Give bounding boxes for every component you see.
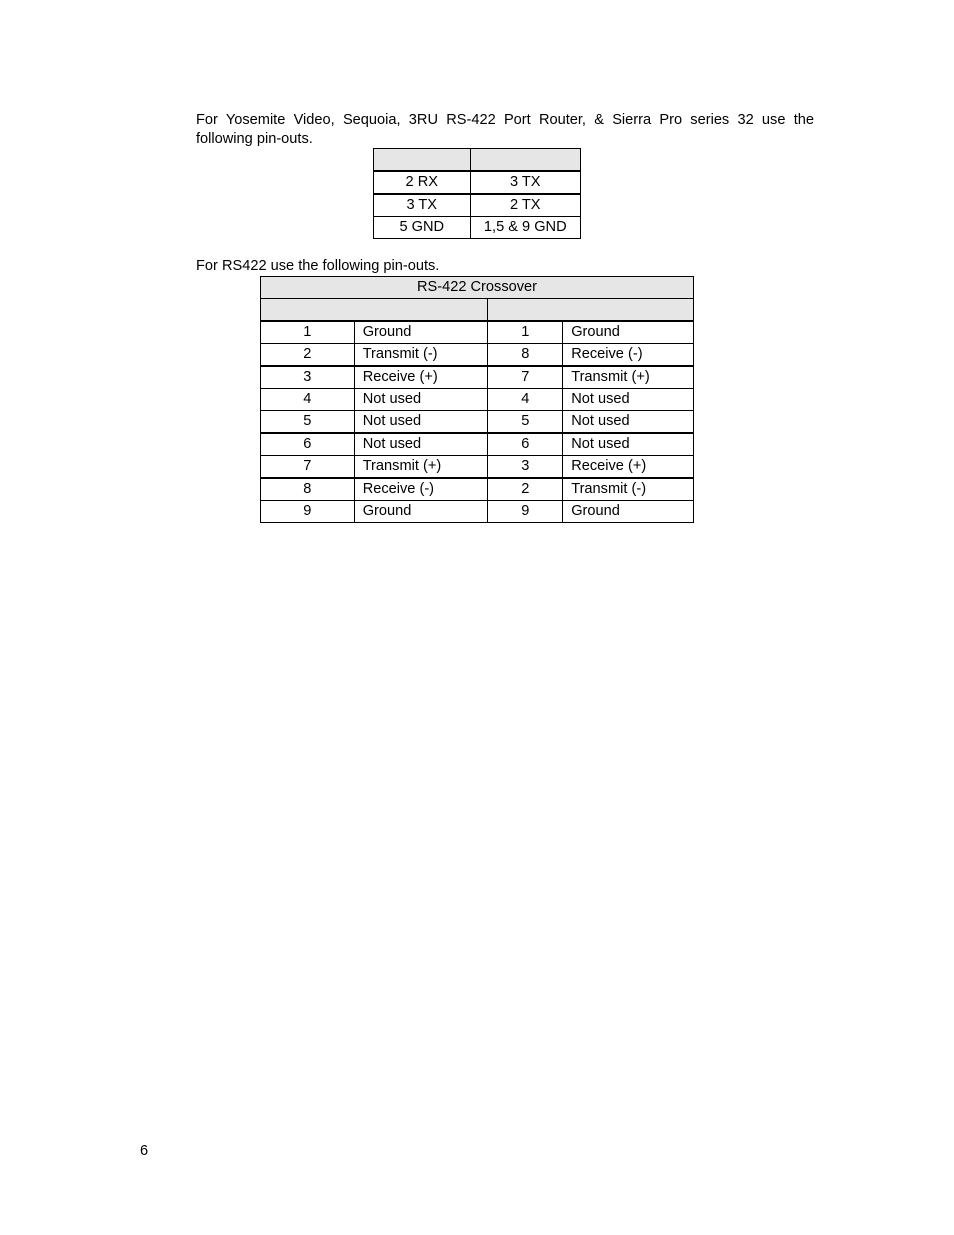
table-title-row — [261, 277, 694, 299]
table-cell: Transmit (-) — [354, 344, 488, 367]
table-cell: 6 — [261, 433, 355, 456]
table-cell: 5 — [488, 411, 563, 434]
table-cell: 2 TX — [470, 194, 580, 217]
table-row — [374, 171, 581, 194]
table-cell: 4 — [488, 389, 563, 411]
table-cell: 9 — [488, 501, 563, 523]
table-row — [374, 217, 581, 239]
table-cell: 1 — [488, 321, 563, 344]
table-cell: Transmit (+) — [563, 366, 694, 389]
table-cell: 7 — [488, 366, 563, 389]
table-cell: Transmit (-) — [563, 478, 694, 501]
table-cell: Transmit (+) — [354, 456, 488, 479]
page-number: 6 — [140, 1143, 149, 1159]
table-cell: 7 — [261, 456, 355, 479]
table-row — [261, 411, 694, 434]
table-cell: 2 — [261, 344, 355, 367]
table-cell: 3 — [488, 456, 563, 479]
table-row — [261, 366, 694, 389]
intro-paragraph: For Yosemite Video, Sequoia, 3RU RS-422 Port Router, & Sierra Pro series 32 use the following pin-outs. — [196, 112, 814, 147]
table-row — [261, 456, 694, 479]
table-header-row — [261, 299, 694, 322]
table-header-cell — [261, 299, 488, 322]
table-cell: Not used — [563, 411, 694, 434]
table-row — [261, 433, 694, 456]
table-header-cell — [374, 149, 471, 172]
table-cell: Not used — [354, 411, 488, 434]
table-title: RS-422 Crossover — [261, 277, 694, 299]
table-cell: Not used — [354, 389, 488, 411]
table-cell: Ground — [563, 501, 694, 523]
table-cell: 5 — [261, 411, 355, 434]
rs422-crossover-table — [260, 276, 694, 523]
table-header-cell — [470, 149, 580, 172]
table-row — [261, 478, 694, 501]
table-cell: 3 TX — [470, 171, 580, 194]
table-cell: 3 TX — [374, 194, 471, 217]
table-row — [261, 389, 694, 411]
table-cell: Ground — [354, 501, 488, 523]
table-cell: Receive (+) — [563, 456, 694, 479]
table-cell: Ground — [354, 321, 488, 344]
table-cell: Receive (-) — [563, 344, 694, 367]
table-row — [261, 321, 694, 344]
rs422-paragraph: For RS422 use the following pin-outs. — [196, 258, 440, 274]
table-cell: Receive (+) — [354, 366, 488, 389]
table-cell: 9 — [261, 501, 355, 523]
table-cell: 1,5 & 9 GND — [470, 217, 580, 239]
table-cell: Not used — [354, 433, 488, 456]
table-cell: 8 — [261, 478, 355, 501]
table-cell: 5 GND — [374, 217, 471, 239]
table-row — [374, 194, 581, 217]
table-cell: 2 RX — [374, 171, 471, 194]
table-cell: 4 — [261, 389, 355, 411]
table-cell: Ground — [563, 321, 694, 344]
table-row — [261, 344, 694, 367]
table-cell: 3 — [261, 366, 355, 389]
table-row — [261, 501, 694, 523]
table-cell: Receive (-) — [354, 478, 488, 501]
table-cell: Not used — [563, 433, 694, 456]
table-cell: 6 — [488, 433, 563, 456]
table-cell: Not used — [563, 389, 694, 411]
table-header-row — [374, 149, 581, 172]
table-header-cell — [488, 299, 694, 322]
serial-pinout-table — [373, 148, 581, 239]
table-cell: 1 — [261, 321, 355, 344]
table-cell: 8 — [488, 344, 563, 367]
table-cell: 2 — [488, 478, 563, 501]
